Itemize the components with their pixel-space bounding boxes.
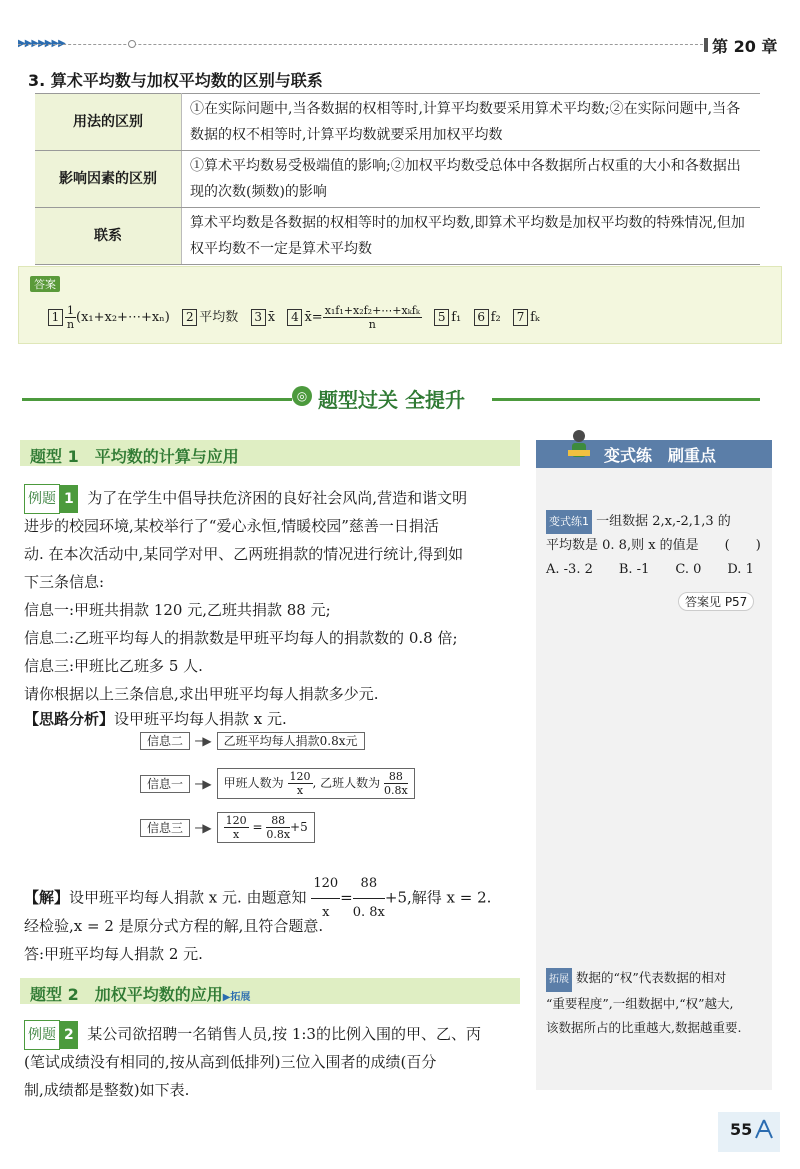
- answer-tag: 答案: [30, 276, 60, 292]
- chapter-label: 第 20 章: [712, 37, 778, 56]
- comparison-table: [35, 93, 760, 265]
- flow-info3: 信息三: [140, 819, 190, 837]
- example-number: 1: [60, 485, 78, 513]
- solution-answer: 答:甲班平均每人捐款 2 元.: [24, 945, 203, 963]
- banner-rule-left: [22, 398, 292, 401]
- row-key: 用法的区别: [35, 94, 182, 151]
- answer-text: f₂: [490, 310, 501, 325]
- solution-line: 【解】设甲班平均每人捐款 x 元. 由题意知 $\frac{120}{x}$ = $\frac{88}{0. 8x}$ +5,解得 x = 2.: [24, 870, 491, 927]
- drill-options: A. -3. 2 B. -1 C. 0 D. 1: [546, 562, 754, 577]
- banner-icon: ◎: [292, 386, 312, 406]
- example1-line: 信息一:甲班共捐款 120 元,乙班共捐款 88 元;: [24, 601, 331, 619]
- banner-title: 题型过关 全提升: [318, 388, 465, 412]
- table-row: [35, 151, 760, 208]
- flow-info3-out: $\frac{120}{x}$ = $\frac{88}{0.8x}$ +5: [217, 812, 315, 843]
- example2-line: 制,成绩都是整数)如下表.: [24, 1081, 190, 1099]
- student-icon: [566, 428, 592, 464]
- analysis-line: 【思路分析】设甲班平均每人捐款 x 元.: [24, 710, 287, 728]
- answer-text: x̄=: [304, 310, 323, 325]
- solution-check: 经检验,x = 2 是原分式方程的解,且符合题意.: [24, 917, 324, 935]
- answer-number: 7: [513, 309, 528, 326]
- section-title: 3. 算术平均数与加权平均数的区别与联系: [28, 71, 323, 90]
- answer-text: x̄: [267, 310, 276, 325]
- solution-fraction: $\frac{88}{0. 8x}$: [353, 870, 385, 927]
- drill-line: 平均数是 0. 8,则 x 的值是 ( ): [546, 538, 761, 553]
- drill-tag: 变式练1: [546, 510, 592, 534]
- type2-title: 题型 2 加权平均数的应用▶拓展: [30, 985, 251, 1004]
- answer-text: f₁: [451, 310, 462, 325]
- answer-number: 5: [434, 309, 449, 326]
- compass-icon: [752, 1118, 776, 1140]
- arrow-icon: ─▶: [195, 734, 212, 748]
- answer-fraction: $\frac{\text{x₁f₁+x₂f₂+⋯+xₖfₖ}}{n}$: [324, 304, 420, 331]
- answer-text: fₖ: [530, 310, 540, 325]
- example1-line: 请你根据以上三条信息,求出甲班平均每人捐款多少元.: [24, 685, 379, 703]
- header-dot: [128, 40, 136, 48]
- flow-row: [140, 730, 365, 749]
- example-tag: 例题: [24, 1020, 60, 1050]
- header-mark: [704, 38, 708, 52]
- drill-line: 一组数据 2,x,-2,1,3 的: [596, 514, 731, 529]
- answer-fraction: $\frac{1}{n}$: [66, 304, 75, 331]
- flow-row: [140, 768, 415, 799]
- row-key: 联系: [35, 208, 182, 265]
- answer-number: 6: [474, 309, 489, 326]
- drill-block: [546, 510, 766, 582]
- example2-line: (笔试成绩没有相同的,按从高到低排列)三位入围者的成绩(百分: [24, 1053, 437, 1071]
- row-key: 影响因素的区别: [35, 151, 182, 208]
- row-value: ①算术平均数易受极端值的影响;②加权平均数受总体中各数据所占权重的大小和各数据出现的次数(频数)的影响: [182, 151, 761, 208]
- example2-line: 例题 2 某公司欲招聘一名销售人员,按 1:3的比例入围的甲、乙、丙: [24, 1020, 481, 1050]
- solution-fraction: $\frac{120}{x}$: [311, 870, 340, 927]
- example1-line: 例题 1 为了在学生中倡导扶危济困的良好社会风尚,营造和谐文明: [24, 484, 467, 514]
- example-number: 2: [60, 1021, 78, 1049]
- answer-row: [48, 304, 540, 331]
- row-value: 算术平均数是各数据的权相等时的加权平均数,即算术平均数是加权平均数的特殊情况,但加权平均数不一定是算术平均数: [182, 208, 761, 265]
- type1-title: 题型 1 平均数的计算与应用: [30, 447, 239, 466]
- answer-number: 4: [287, 309, 302, 326]
- table-row: [35, 208, 760, 265]
- flow-info1: 信息一: [140, 775, 190, 793]
- example1-line: 进步的校园环境,某校举行了“爱心永恒,情暖校园”慈善一日捐活: [24, 517, 439, 535]
- answer-text: (x₁+x₂+⋯+xₙ): [76, 310, 170, 325]
- example1-line: 动. 在本次活动中,某同学对甲、乙两班捐款的情况进行统计,得到如: [24, 545, 464, 563]
- extension-tag: 拓展: [546, 968, 572, 992]
- arrow-icon: ─▶: [195, 777, 212, 791]
- answer-see-link[interactable]: 答案见 P57: [678, 592, 754, 611]
- answer-number: 3: [251, 309, 266, 326]
- answer-number: 2: [182, 309, 197, 326]
- example-tag: 例题: [24, 484, 60, 514]
- example1-line: 信息二:乙班平均每人的捐款数是甲班平均每人的捐款数的 0.8 倍;: [24, 629, 458, 647]
- flow-row: [140, 812, 315, 843]
- table-row: [35, 94, 760, 151]
- banner-rule-right: [492, 398, 760, 401]
- answer-number: 1: [48, 309, 63, 326]
- row-value: ①在实际问题中,当各数据的权相等时,计算平均数要采用算术平均数;②在实际问题中,当各数据的权不相等时,计算平均数就要采用加权平均数: [182, 94, 761, 151]
- header-arrows: ▶▶▶▶▶▶▶: [18, 38, 65, 49]
- extension-note: 拓展 数据的“权”代表数据的相对 “重要程度”,一组数据中,“权”越大, 该数据所占的比重越大,数据越重要.: [546, 970, 742, 1035]
- flow-info2-out: 乙班平均每人捐款0.8x元: [217, 732, 365, 750]
- flow-info1-out: 甲班人数为 $\frac{120}{x}$ , 乙班人数为 $\frac{88}{0.8x}$: [217, 768, 415, 799]
- header-rule: [18, 44, 708, 45]
- side-title: 变式练 刷重点: [604, 446, 717, 465]
- answer-text: 平均数: [199, 310, 239, 325]
- flow-info2: 信息二: [140, 732, 190, 750]
- page-number: 55: [730, 1120, 753, 1139]
- example1-line: 信息三:甲班比乙班多 5 人.: [24, 657, 203, 675]
- type2-ext-tag: ▶拓展: [222, 992, 251, 1003]
- arrow-icon: ─▶: [195, 821, 212, 835]
- example1-line: 下三条信息:: [24, 573, 105, 591]
